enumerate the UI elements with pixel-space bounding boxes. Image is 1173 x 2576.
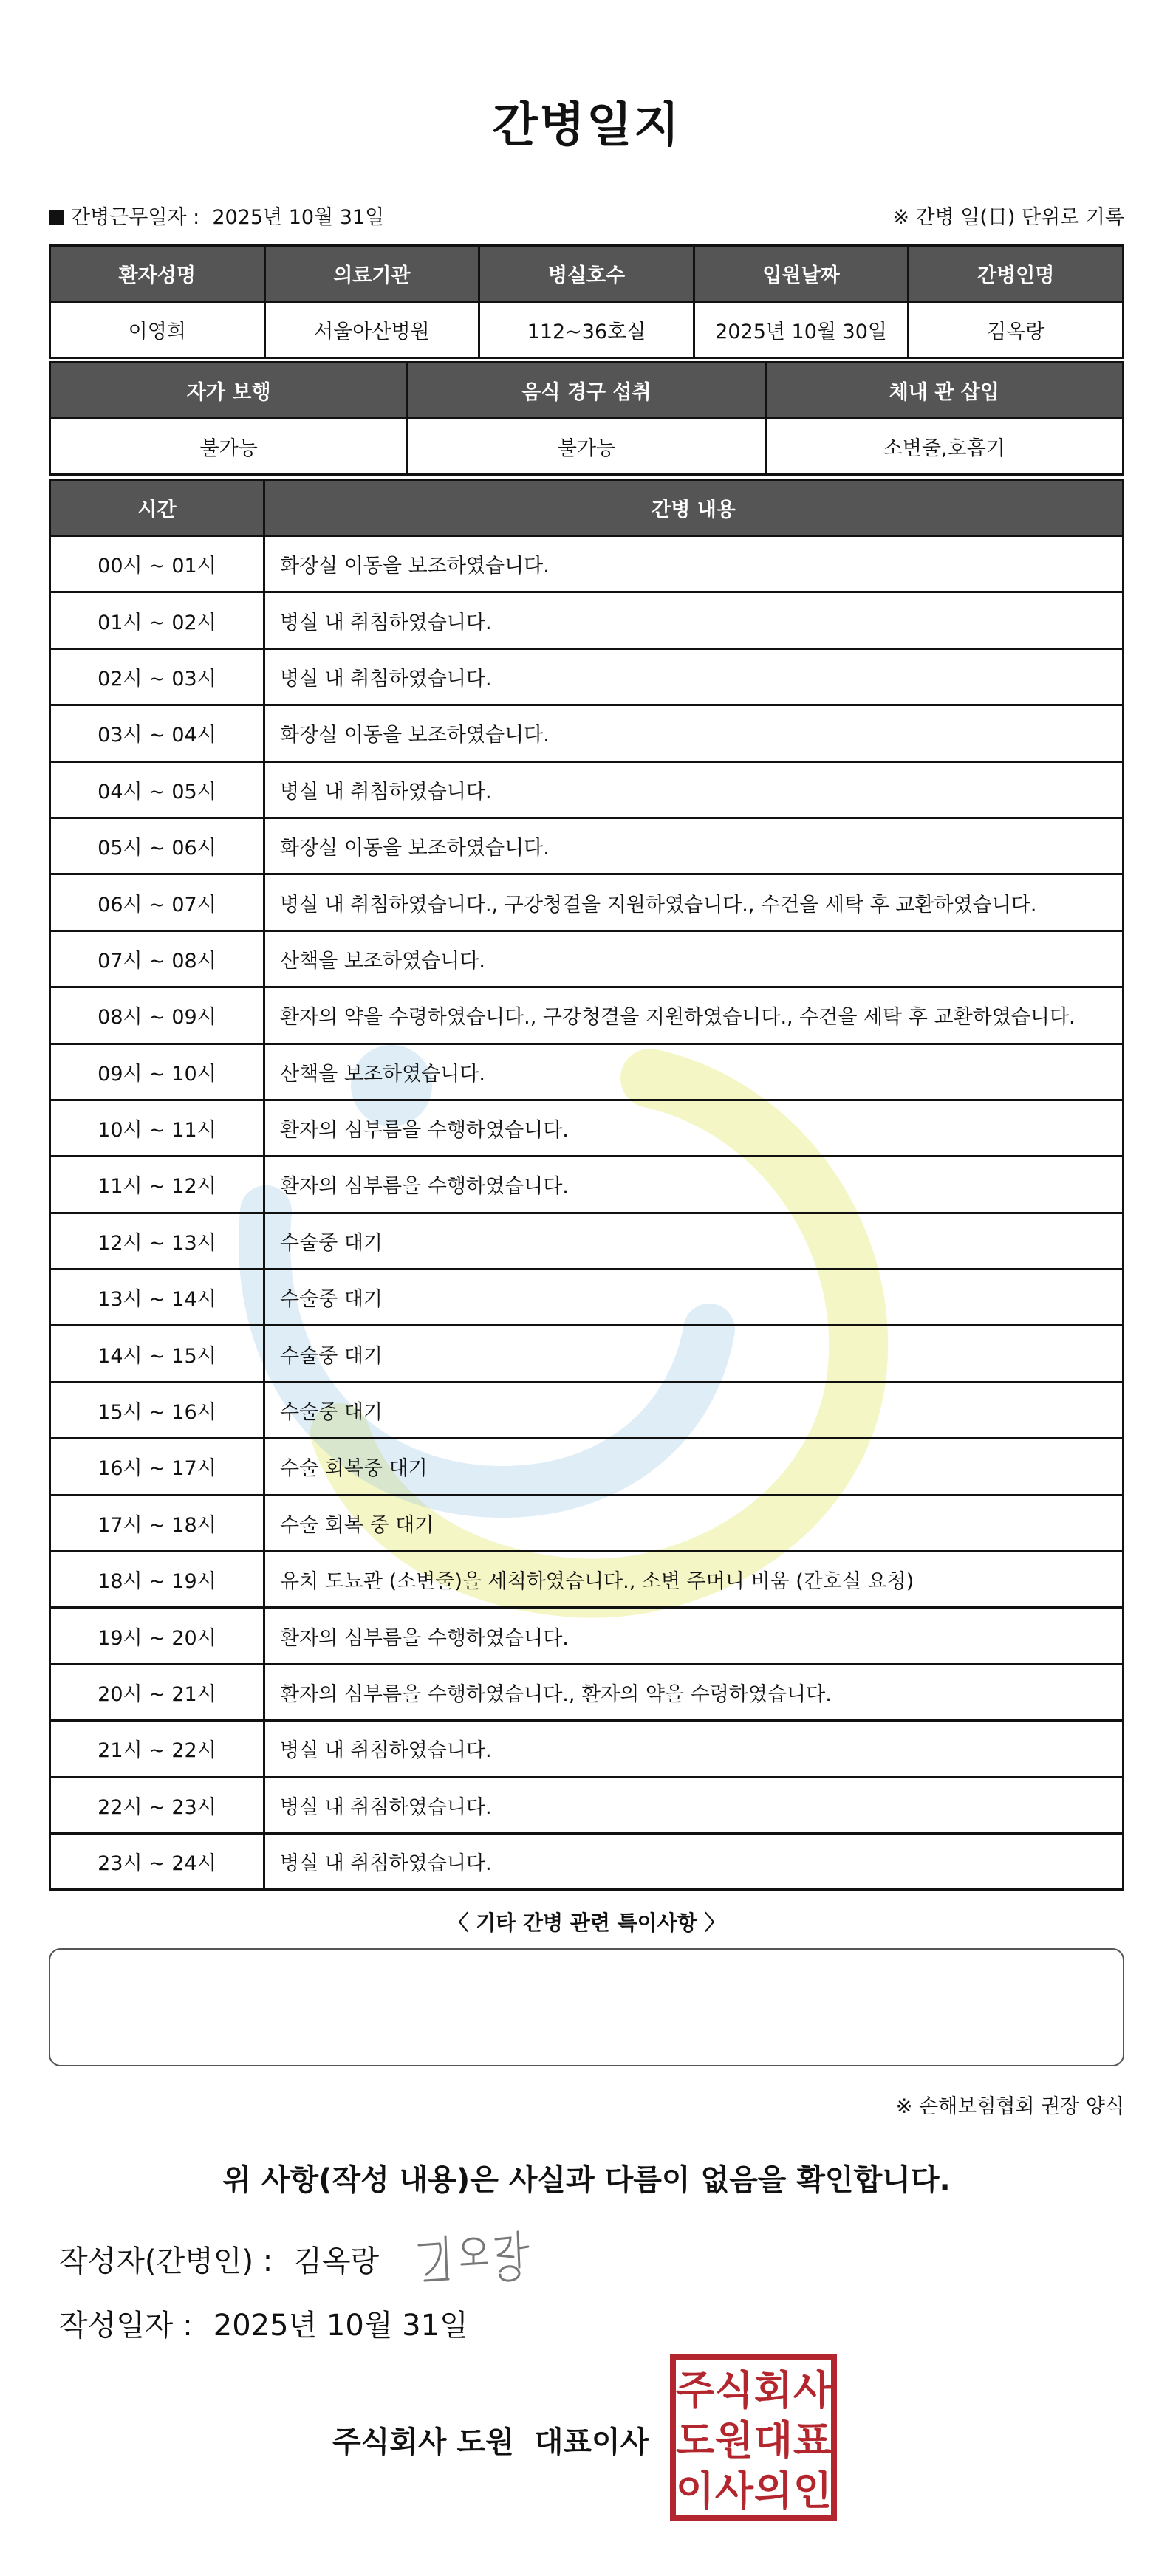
table-row	[50, 1270, 1124, 1326]
seal-character: 사	[793, 2367, 832, 2414]
status-table-row	[50, 419, 1124, 475]
seal-character: 회	[753, 2367, 793, 2414]
patient-table-header	[50, 246, 1124, 302]
page-title: 간병일지	[492, 98, 681, 153]
table-row	[50, 1044, 1124, 1100]
log-time: 13시 ~ 14시	[50, 1270, 264, 1326]
seal-character: 사	[714, 2467, 754, 2514]
table-row	[50, 1326, 1124, 1382]
room-number: 112~36호실	[479, 302, 694, 358]
writer-line	[59, 2238, 379, 2280]
company-role: 대표이사	[534, 2425, 649, 2459]
table-row	[50, 1833, 1124, 1889]
header-caregiver: 간병인명	[909, 246, 1124, 302]
seal-character: 의	[753, 2467, 793, 2514]
walking-status: 불가능	[50, 419, 408, 475]
table-row	[50, 761, 1124, 818]
table-row	[50, 1157, 1124, 1213]
seal-character: 표	[793, 2417, 832, 2464]
log-content: 병실 내 취침하였습니다.	[264, 1721, 1124, 1777]
log-time: 15시 ~ 16시	[50, 1382, 264, 1438]
log-time: 14시 ~ 15시	[50, 1326, 264, 1382]
care-date-value: 2025년 10월 31일	[212, 206, 385, 229]
log-content: 수술중 대기	[264, 1382, 1124, 1438]
log-content: 병실 내 취침하였습니다.	[264, 1833, 1124, 1889]
status-table-header	[50, 363, 1124, 419]
table-row	[50, 1495, 1124, 1551]
header-time: 시간	[50, 480, 264, 536]
writing-date-value: 2025년 10월 31일	[213, 2309, 468, 2343]
table-row	[50, 1100, 1124, 1156]
log-time: 04시 ~ 05시	[50, 761, 264, 818]
log-content: 환자의 심부름을 수행하였습니다., 환자의 약을 수령하였습니다.	[264, 1664, 1124, 1720]
header-hospital: 의료기관	[264, 246, 479, 302]
log-content: 환자의 심부름을 수행하였습니다.	[264, 1100, 1124, 1156]
table-row	[50, 1439, 1124, 1495]
table-row	[50, 648, 1124, 705]
table-row	[50, 536, 1124, 592]
header-walking: 자가 보행	[50, 363, 408, 419]
log-time: 12시 ~ 13시	[50, 1213, 264, 1269]
log-content: 환자의 심부름을 수행하였습니다.	[264, 1157, 1124, 1213]
log-time: 08시 ~ 09시	[50, 987, 264, 1044]
log-content: 수술중 대기	[264, 1270, 1124, 1326]
handwritten-signature	[410, 2223, 536, 2289]
log-time: 21시 ~ 22시	[50, 1721, 264, 1777]
header-admission-date: 입원날짜	[694, 246, 909, 302]
table-row	[50, 1608, 1124, 1664]
company-line	[332, 2419, 649, 2461]
log-content: 산책을 보조하였습니다.	[264, 1044, 1124, 1100]
log-content: 수술 회복중 대기	[264, 1439, 1124, 1495]
company-seal	[668, 2352, 838, 2522]
table-row	[50, 705, 1124, 761]
header-oral-intake: 음식 경구 섭취	[408, 363, 765, 419]
seal-character: 인	[793, 2467, 832, 2514]
log-content: 환자의 약을 수령하였습니다., 구강청결을 지원하였습니다., 수건을 세탁 후 교환하였습니다.	[264, 987, 1124, 1044]
patient-table	[49, 244, 1124, 359]
seal-character: 이	[675, 2467, 715, 2514]
log-content: 수술중 대기	[264, 1326, 1124, 1382]
table-row	[50, 1552, 1124, 1608]
seal-character: 식	[714, 2367, 754, 2414]
log-time: 03시 ~ 04시	[50, 705, 264, 761]
table-row	[50, 1721, 1124, 1777]
header-tube: 체내 관 삽입	[765, 363, 1123, 419]
care-date	[49, 201, 384, 230]
daily-note: ※ 간병 일(日) 단위로 기록	[892, 206, 1124, 229]
seal-character: 대	[753, 2417, 793, 2464]
log-content: 환자의 심부름을 수행하였습니다.	[264, 1608, 1124, 1664]
header-room: 병실호수	[479, 246, 694, 302]
writer-label: 작성자(간병인) :	[59, 2244, 273, 2278]
log-time: 22시 ~ 23시	[50, 1777, 264, 1833]
table-row	[50, 1777, 1124, 1833]
log-content: 유치 도뇨관 (소변줄)을 세척하였습니다., 소변 주머니 비움 (간호실 요청)	[264, 1552, 1124, 1608]
table-row	[50, 931, 1124, 987]
table-row	[50, 1664, 1124, 1720]
writing-date	[59, 2302, 468, 2344]
table-row	[50, 987, 1124, 1044]
log-time: 10시 ~ 11시	[50, 1100, 264, 1156]
meta-row	[49, 201, 1124, 230]
log-time: 17시 ~ 18시	[50, 1495, 264, 1551]
seal-character: 도	[675, 2417, 715, 2464]
hospital: 서울아산병원	[264, 302, 479, 358]
form-note: ※ 손해보험협회 권장 양식	[895, 2095, 1124, 2118]
square-bullet-icon	[49, 210, 64, 225]
log-table-body	[50, 536, 1124, 1890]
log-content: 산책을 보조하였습니다.	[264, 931, 1124, 987]
log-time: 01시 ~ 02시	[50, 592, 264, 648]
log-time: 00시 ~ 01시	[50, 536, 264, 592]
log-content: 병실 내 취침하였습니다., 구강청결을 지원하였습니다., 수건을 세탁 후 교환하였습니다.	[264, 874, 1124, 931]
log-content: 수술 회복 중 대기	[264, 1495, 1124, 1551]
writer-name: 김옥랑	[293, 2244, 380, 2278]
log-table	[49, 479, 1124, 1891]
log-time: 18시 ~ 19시	[50, 1552, 264, 1608]
log-content: 병실 내 취침하였습니다.	[264, 1777, 1124, 1833]
log-content: 병실 내 취침하였습니다.	[264, 761, 1124, 818]
seal-character: 원	[714, 2417, 754, 2464]
log-time: 16시 ~ 17시	[50, 1439, 264, 1495]
notes-box	[49, 1948, 1124, 2066]
header-patient-name: 환자성명	[50, 246, 265, 302]
log-time: 23시 ~ 24시	[50, 1833, 264, 1889]
tube-status: 소변줄,호흡기	[765, 419, 1123, 475]
table-row	[50, 874, 1124, 931]
log-content: 수술중 대기	[264, 1213, 1124, 1269]
log-time: 06시 ~ 07시	[50, 874, 264, 931]
caregiver-name: 김옥랑	[909, 302, 1124, 358]
table-row	[50, 1382, 1124, 1438]
table-row	[50, 1213, 1124, 1269]
log-content: 화장실 이동을 보조하였습니다.	[264, 818, 1124, 874]
log-content: 병실 내 취침하였습니다.	[264, 592, 1124, 648]
table-row	[50, 818, 1124, 874]
care-date-label: 간병근무일자 :	[71, 206, 200, 229]
notes-title: 〈 기타 간병 관련 특이사항 〉	[448, 1911, 725, 1935]
log-content: 병실 내 취침하였습니다.	[264, 648, 1124, 705]
log-time: 11시 ~ 12시	[50, 1157, 264, 1213]
table-row	[50, 592, 1124, 648]
confirmation-statement: 위 사항(작성 내용)은 사실과 다름이 없음을 확인합니다.	[222, 2163, 951, 2197]
patient-table-row	[50, 302, 1124, 358]
log-content: 화장실 이동을 보조하였습니다.	[264, 536, 1124, 592]
patient-name: 이영희	[50, 302, 265, 358]
log-time: 02시 ~ 03시	[50, 648, 264, 705]
log-table-header	[50, 480, 1124, 536]
header-content: 간병 내용	[264, 480, 1124, 536]
log-content: 화장실 이동을 보조하였습니다.	[264, 705, 1124, 761]
seal-character: 주	[675, 2367, 715, 2414]
status-table	[49, 361, 1124, 476]
admission-date: 2025년 10월 30일	[694, 302, 909, 358]
log-time: 19시 ~ 20시	[50, 1608, 264, 1664]
log-time: 09시 ~ 10시	[50, 1044, 264, 1100]
log-time: 07시 ~ 08시	[50, 931, 264, 987]
company-name: 주식회사 도원	[332, 2425, 514, 2459]
writing-date-label: 작성일자 :	[59, 2309, 193, 2343]
log-time: 20시 ~ 21시	[50, 1664, 264, 1720]
log-time: 05시 ~ 06시	[50, 818, 264, 874]
oral-intake-status: 불가능	[408, 419, 765, 475]
